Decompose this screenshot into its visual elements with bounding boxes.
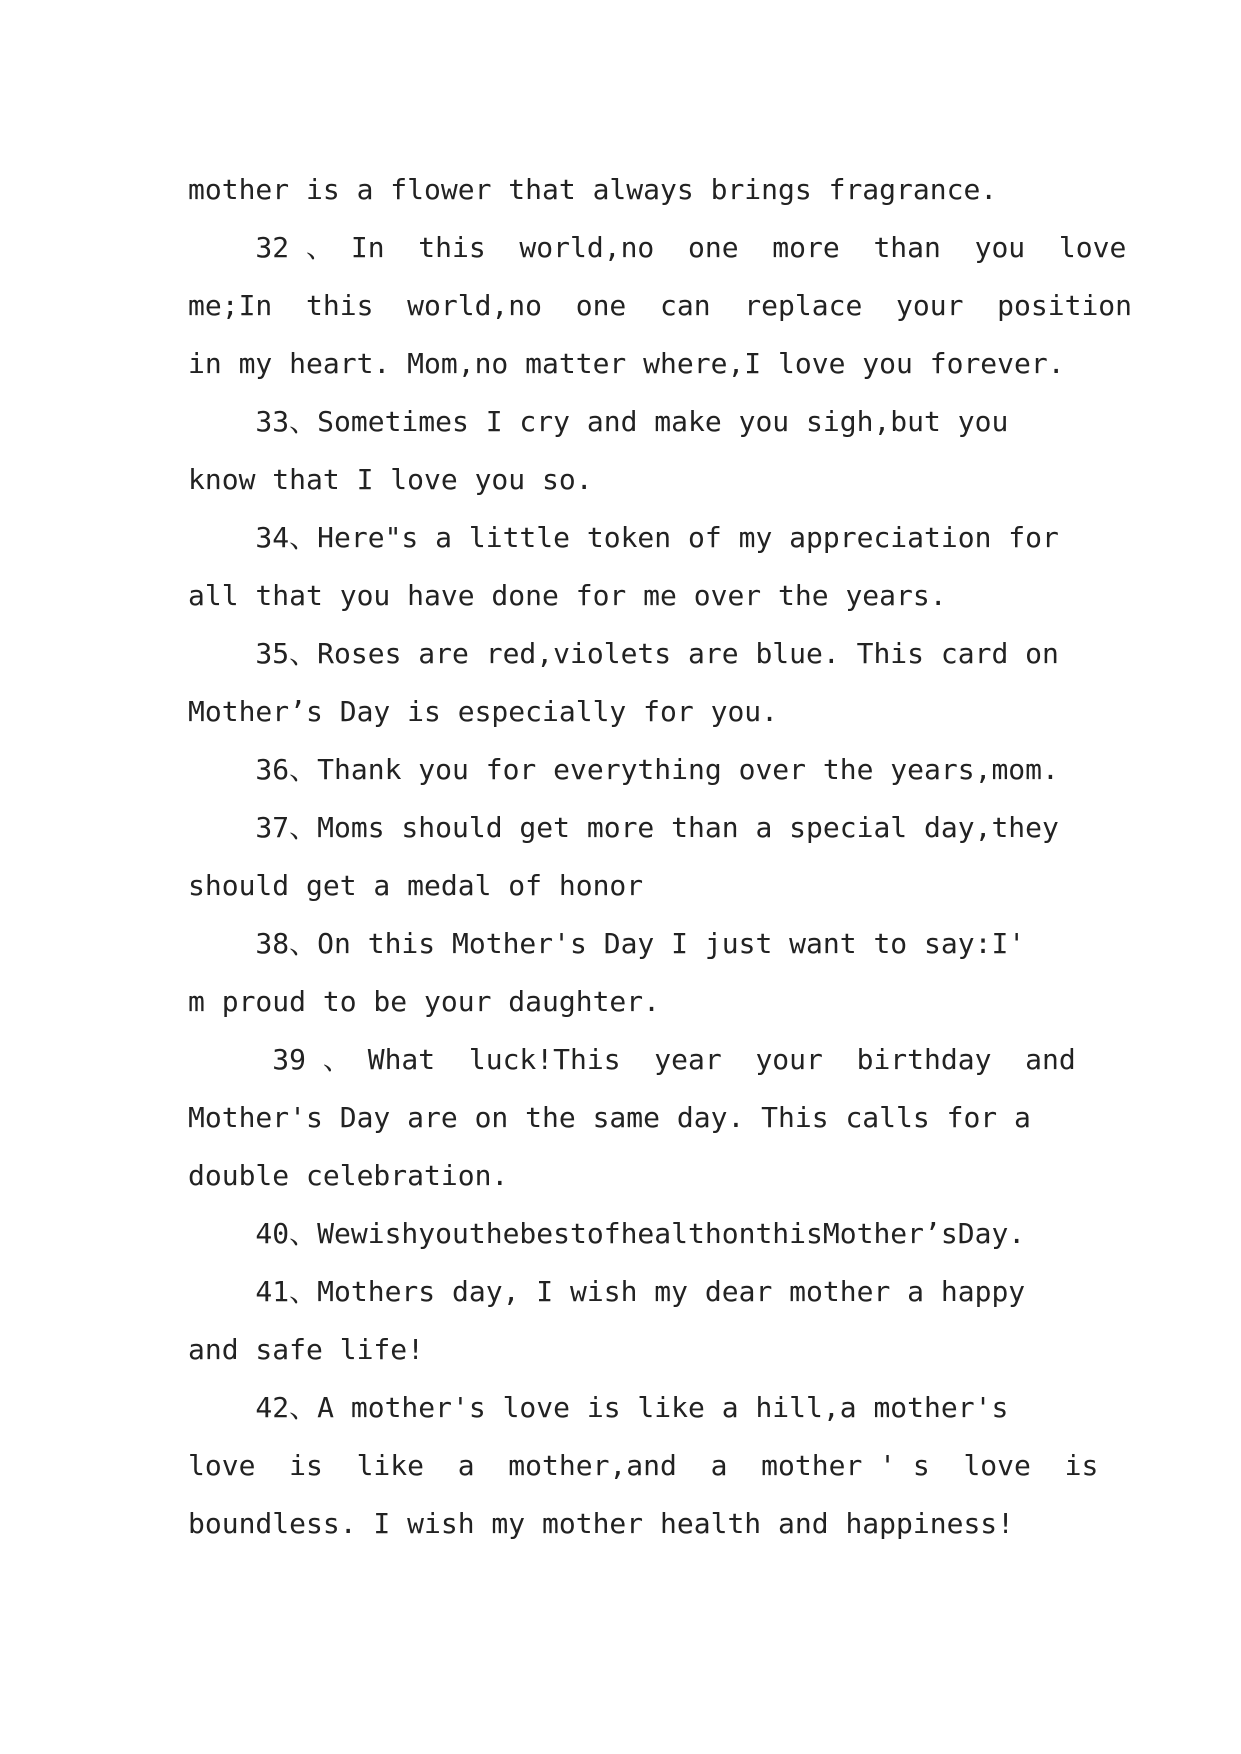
text-line: 41、Mothers day, I wish my dear mother a happy (188, 1275, 1026, 1308)
text-line: 34、Here"s a little token of my appreciation for (188, 521, 1059, 554)
text-line: 38、On this Mother's Day I just want to say:I' (188, 927, 1026, 960)
text-line: 33、Sometimes I cry and make you sigh,but you (188, 405, 1009, 438)
text-line: know that I love you so. (188, 463, 593, 496)
text-line: in my heart. Mom,no matter where,I love you forever. (188, 347, 1065, 380)
text-line: 39 、 What luck!This year your birthday and (188, 1043, 1076, 1076)
text-line: 36、Thank you for everything over the years,mom. (188, 753, 1059, 786)
text-line: 32 、 In this world,no one more than you love (188, 231, 1127, 264)
text-line: me;In this world,no one can replace your position (188, 289, 1133, 322)
text-line: love is like a mother,and a mother ' s love is (188, 1449, 1099, 1482)
text-line: should get a medal of honor (188, 869, 644, 902)
text-line: Mother’s Day is especially for you. (188, 695, 779, 728)
text-line: m proud to be your daughter. (188, 985, 661, 1018)
document-body (188, 161, 1133, 1553)
text-line: 37、Moms should get more than a special day,they (188, 811, 1059, 844)
text-line: all that you have done for me over the years. (188, 579, 947, 612)
text-line: 42、A mother's love is like a hill,a mother's (188, 1391, 1009, 1424)
text-line: Mother's Day are on the same day. This calls for a (188, 1101, 1031, 1134)
text-line: and safe life! (188, 1333, 425, 1366)
text-line: 35、Roses are red,violets are blue. This card on (188, 637, 1059, 670)
text-line: mother is a flower that always brings fragrance. (188, 173, 998, 206)
text-line: 40、WewishyouthebestofhealthonthisMother’sDay. (188, 1217, 1026, 1250)
text-line: boundless. I wish my mother health and happiness! (188, 1507, 1015, 1540)
text-line: double celebration. (188, 1159, 509, 1192)
